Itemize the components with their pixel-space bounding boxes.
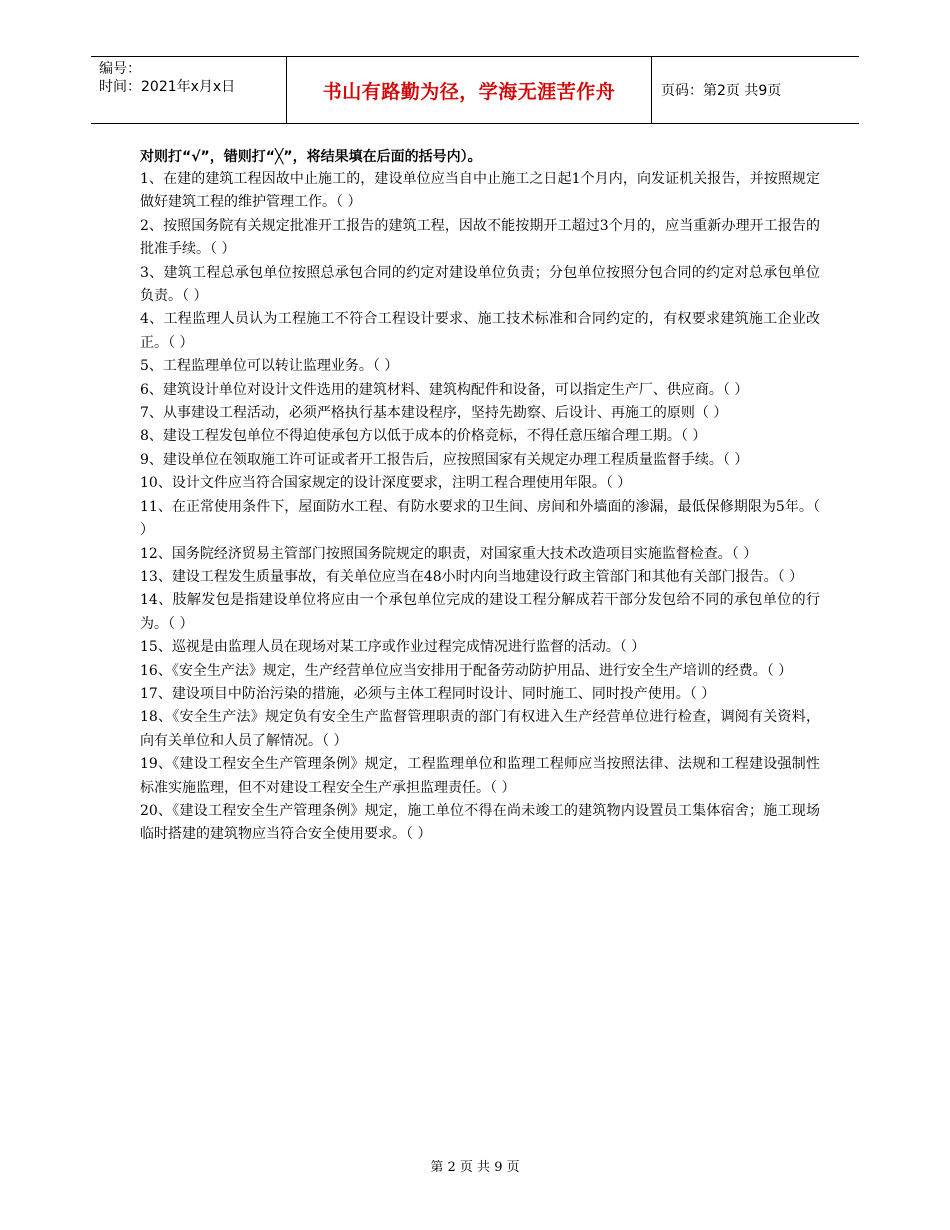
question-item: 18、《安全生产法》规定负有安全生产监督管理职责的部门有权进入生产经营单位进行检查，调阅有关资料，向有关单位和人员了解情况。（ ） [140,709,820,749]
question-list [140,168,820,847]
question-item: 13、建设工程发生质量事故，有关单位应当在48小时内向当地建设行政主管部门和其他有关部门报告。（ ） [140,568,804,585]
instruction-text: 对则打“√”，错则打“╳”，将结果填在后面的括号内）。 [140,149,482,165]
header-page-info: 页码：第2页 共9页 [661,83,782,99]
question-item: 11、在正常使用条件下，屋面防水工程、有防水要求的卫生间、房间和外墙面的渗漏，最低保修期限为5年。（ ） [140,498,820,539]
question-item: 15、巡视是由监理人员在现场对某工序或作业过程完成情况进行监督的活动。（ ） [140,639,646,656]
page-footer: 第 2 页 共 9 页 [430,1160,520,1175]
question-item: 2、按照国务院有关规定批准开工报告的建筑工程，因故不能按期开工超过3个月的，应当重新办理开工报告的批准手续。（ ） [140,217,820,258]
number-label: 编号： [99,61,141,77]
question-item: 7、从事建设工程活动，必须严格执行基本建设程序，坚持先勘察、后设计、再施工的原则（ ） [140,405,728,422]
question-item: 16、《安全生产法》规定，生产经营单位应当安排用于配备劳动防护用品、进行安全生产培训的经费。（ ） [140,662,793,679]
question-item: 3、建筑工程总承包单位按照总承包合同的约定对建设单位负责；分包单位按照分包合同的约定对总承包单位负责。（ ） [140,264,820,305]
question-item: 8、建设工程发包单位不得迫使承包方以低于成本的价格竞标，不得任意压缩合理工期。（ ） [140,428,707,445]
question-item: 5、工程监理单位可以转让监理业务。（ ） [140,358,399,375]
header-divider [651,57,652,123]
question-item: 4、工程监理人员认为工程施工不符合工程设计要求、施工技术标准和合同约定的，有权要求建筑施工企业改正。（ ） [140,311,820,351]
time-label: 时间：2021年x月x日 [99,79,236,95]
header-motto: 书山有路勤为径，学海无涯苦作舟 [322,81,616,103]
question-item: 10、设计文件应当符合国家规定的设计深度要求，注明工程合理使用年限。（ ） [140,475,632,492]
question-item: 19、《建设工程安全生产管理条例》规定，工程监理单位和监理工程师应当按照法律、法规和工程建设强制性标准实施监理，但不对建设工程安全生产承担监理责任。（ ） [140,756,820,796]
question-item: 1、在建的建筑工程因故中止施工的，建设单位应当自中止施工之日起1个月内，向发证机关报告，并按照规定做好建筑工程的维护管理工作。（ ） [140,171,820,211]
question-item: 14、肢解发包是指建设单位将应由一个承包单位完成的建设工程分解成若干部分发包给不同的承包单位的行为。（ ） [140,592,820,632]
header-meta [99,60,235,96]
question-item: 17、建设项目中防治污染的措施，必须与主体工程同时设计、同时施工、同时投产使用。（ ） [140,685,716,702]
question-item: 20、《建设工程安全生产管理条例》规定，施工单位不得在尚未竣工的建筑物内设置员工集体宿舍；施工现场临时搭建的建筑物应当符合安全使用要求。（ ） [140,802,820,843]
question-item: 12、国务院经济贸易主管部门按照国务院规定的职责，对国家重大技术改造项目实施监督检查。（ ） [140,545,758,562]
question-item: 9、建设单位在领取施工许可证或者开工报告后，应按照国家有关规定办理工程质量监督手续。（ ） [140,451,749,468]
document-body [140,146,820,847]
page-header [91,56,859,124]
question-item: 6、建筑设计单位对设计文件选用的建筑材料、建筑构配件和设备，可以指定生产厂、供应商。（ ） [140,381,749,398]
